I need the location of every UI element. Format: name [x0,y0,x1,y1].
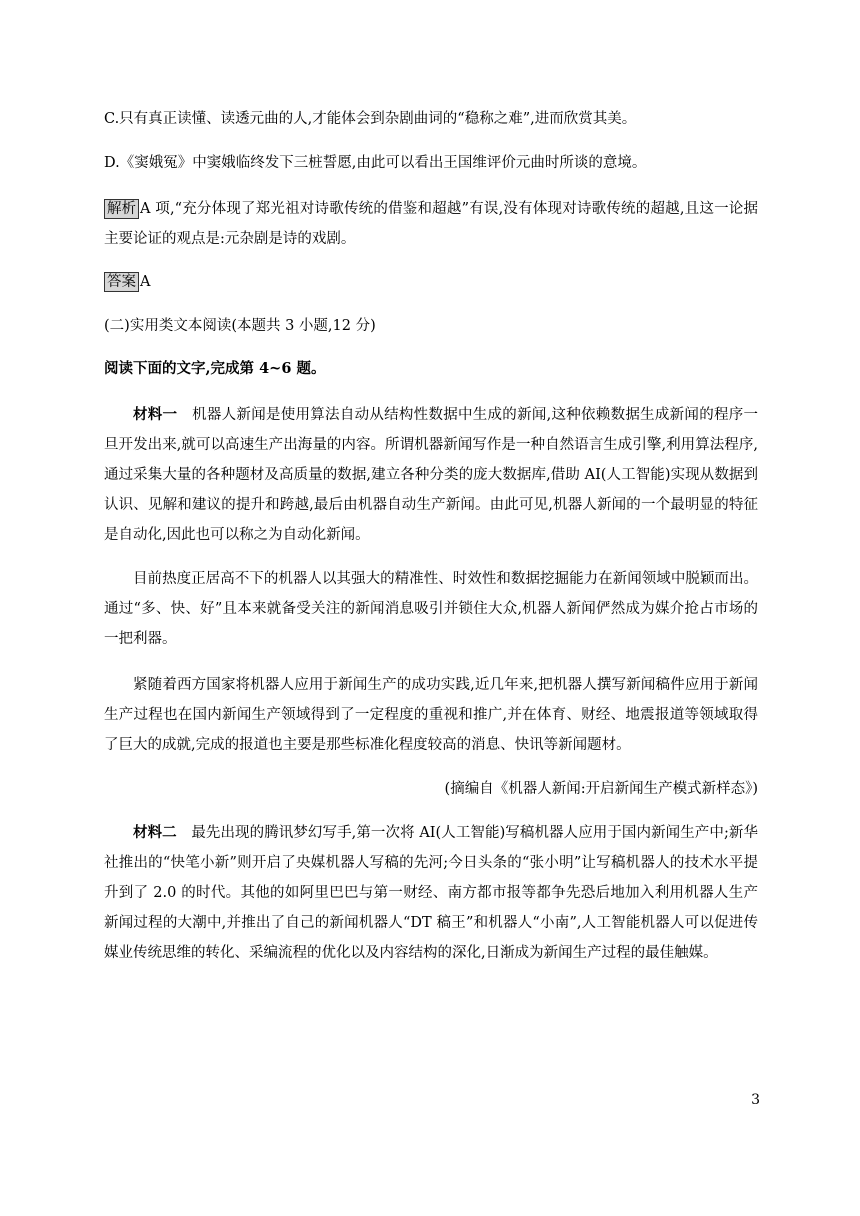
material1-paragraph-3: 紧随着西方国家将机器人应用于新闻生产的成功实践,近几年来,把机器人撰写新闻稿件应用于新闻生产过程也在国内新闻生产领域得到了一定程度的重视和推广,并在体育、财经、地震报道等领域取得了巨大的成就,完成的报道也主要是那些标准化程度较高的消息、快讯等新闻题材。 [104,677,758,753]
answer-label: 答案 [104,272,139,292]
answer-value: A [140,274,151,290]
analysis-label: 解析 [104,199,139,219]
material2-label: 材料二 [133,824,177,841]
option-c: C.只有真正读懂、读透元曲的人,才能体会到杂剧曲词的“稳称之难”,进而欣赏其美。 [104,111,637,127]
analysis-text: A 项,“充分体现了郑光祖对诗歌传统的借鉴和超越”有误,没有体现对诗歌传统的超越,且这一论据主要论证的观点是:元杂剧是诗的戏剧。 [104,201,758,247]
material2-paragraph-1 [104,818,758,968]
material2-p1-text: 最先出现的腾讯梦幻写手,第一次将 AI(人工智能)写稿机器人应用于国内新闻生产中;新华社推出的“快笔小新”则开启了央媒机器人写稿的先河;今日头条的“张小明”让写稿机器人的技术水平提升到了 2.0 的时代。其他的如阿里巴巴与第一财经、南方都市报等都争先恐后地加入利用机器人生产新闻过程的大潮中,并推出了自己的新闻机器人“DT 稿王”和机器人“小南”,人工智能机器人可以促进传媒业传统思维的转化、采编流程的优化以及内容结构的深化,日渐成为新闻生产过程的最佳触媒。 [104,825,758,961]
page-number: 3 [751,1092,760,1108]
material1-p1-text: 机器人新闻是使用算法自动从结构性数据中生成的新闻,这种依赖数据生成新闻的程序一旦开发出来,就可以高速生产出海量的内容。所谓机器新闻写作是一种自然语言生成引擎,利用算法程序,通过采集大量的各种题材及高质量的数据,建立各种分类的庞大数据库,借助 AI(人工智能)实现从数据到认识、见解和建议的提升和跨越,最后由机器自动生产新闻。由此可见,机器人新闻的一个最明显的特征是自动化,因此也可以称之为自动化新闻。 [104,407,759,543]
material1-paragraph-2: 目前热度正居高不下的机器人以其强大的精准性、时效性和数据挖掘能力在新闻领域中脱颖而出。通过“多、快、好”且本来就备受关注的新闻消息吸引并锁住大众,机器人新闻俨然成为媒介抢占市场的一把利器。 [104,571,758,647]
section-instruction: 阅读下面的文字,完成第 4~6 题。 [104,360,326,377]
section-heading: (二)实用类文本阅读(本题共 3 小题,12 分) [104,318,376,334]
material1-label: 材料一 [133,406,178,423]
answer-block [104,267,758,297]
analysis-block [104,194,758,254]
option-d: D.《窦娥冤》中窦娥临终发下三桩誓愿,由此可以看出王国维评价元曲时所谈的意境。 [104,155,647,171]
material1-source: (摘编自《机器人新闻:开启新闻生产模式新样态》) [444,781,758,797]
material1-paragraph-1 [104,400,758,550]
